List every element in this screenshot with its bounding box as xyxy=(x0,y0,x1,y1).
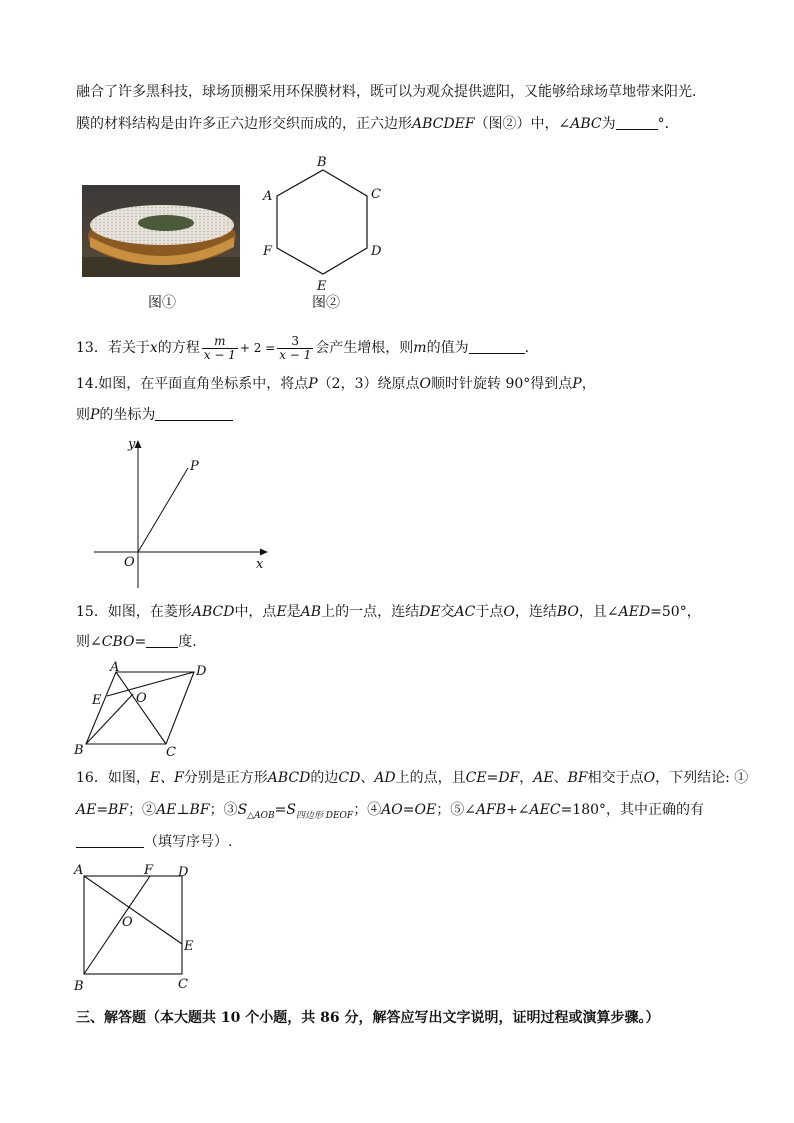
point-p-label: P xyxy=(190,459,199,474)
q16-line1 xyxy=(76,768,748,788)
rhombus-shape xyxy=(86,672,194,744)
rhombus-label-O: O xyxy=(136,691,147,706)
rhombus-figure xyxy=(70,658,220,760)
q13-fraction-2 xyxy=(277,335,313,362)
q15-text-h: ，且∠ xyxy=(578,604,619,620)
hex-label-F: F xyxy=(263,244,273,259)
y-axis-arrow xyxy=(135,440,142,448)
q15-line-bo: BO xyxy=(556,604,579,620)
q13-suffix-b: 的值为 xyxy=(426,340,469,356)
square-label-E: E xyxy=(184,939,194,954)
q15-point-o: O xyxy=(503,604,515,620)
q12-hexagon-name: ABCDEF xyxy=(412,116,475,132)
q16-comma: ， xyxy=(519,770,534,786)
stadium-photo xyxy=(82,185,240,277)
coordinate-figure xyxy=(90,434,270,592)
q15-text-a: 15．如图，在菱形 xyxy=(76,604,192,620)
q16-text-e: 相交于点 xyxy=(587,770,644,786)
hex-label-A: A xyxy=(263,189,273,204)
hex-label-D: D xyxy=(371,244,382,259)
q14-coords: （2，3） xyxy=(317,376,378,392)
segment-op xyxy=(138,468,188,552)
square-shape xyxy=(84,876,182,974)
q15-text-f: 于点 xyxy=(475,604,504,620)
q12-line2 xyxy=(76,114,679,134)
q16-sep: 、 xyxy=(360,770,375,786)
q15-point-e: E xyxy=(276,604,287,620)
q15-line-ac: AC xyxy=(454,604,476,620)
q16-line2 xyxy=(76,800,704,826)
rhombus-label-D: D xyxy=(196,664,207,679)
q14-point-p2: P xyxy=(572,376,582,392)
q16-sep-5: ；⑤∠ xyxy=(436,802,476,818)
q14-line2 xyxy=(76,405,233,425)
q16-text-b: 分别是正方形 xyxy=(183,770,268,786)
q13-plus: + 2 = xyxy=(239,341,276,355)
q16-line-ae: AE xyxy=(533,770,554,786)
q15-side-ab: AB xyxy=(300,604,322,620)
q14-point-p: P xyxy=(308,376,318,392)
q16-area-s2-sub: 四边形 DEOF xyxy=(295,810,354,821)
q16-area-s2: S xyxy=(286,802,296,818)
q16-side-cd: CD xyxy=(338,770,361,786)
q13-answer-blank[interactable] xyxy=(469,339,525,354)
square-figure xyxy=(70,858,210,998)
q15-angle-cbo: CBO xyxy=(101,634,135,650)
square-label-D: D xyxy=(178,865,189,880)
rhombus-label-B: B xyxy=(74,743,84,758)
section-3-heading-text: 三、解答题（本大题共 10 个小题，共 86 分，解答应写出文字说明，证明过程或演算步骤。） xyxy=(76,1010,660,1026)
q13-suffix-a: 会产生增根，则 xyxy=(315,340,414,356)
q12-text-a: 膜的材料结构是由许多正六边形交织而成的，正六边形 xyxy=(76,116,412,132)
q15-text-l: 度． xyxy=(178,634,207,650)
section-3-heading xyxy=(76,1008,659,1028)
hex-label-E: E xyxy=(317,279,327,292)
q13-frac1-numerator: m xyxy=(202,335,238,349)
q13-prefix: 13．若关于 xyxy=(76,340,150,356)
figure-1-caption: 图① xyxy=(148,295,176,311)
q15-line1 xyxy=(76,602,701,622)
q16-sep-4: ；④ xyxy=(353,802,382,818)
q15-text-d: 上的一点，连结 xyxy=(321,604,420,620)
hexagon-shape xyxy=(277,170,367,274)
x-axis-label: x xyxy=(256,557,264,572)
q12-line1-text: 融合了许多黑科技，球场顶棚采用环保膜材料，既可以为观众提供遮阳，又能够给球场草地带来阳光． xyxy=(76,84,706,100)
q12-text-b: （图②）中，∠ xyxy=(474,116,571,132)
segment-bf xyxy=(84,876,150,974)
q16-text-f: ，下列结论: ① xyxy=(655,770,749,786)
q14-text-f: 的坐标为 xyxy=(99,407,156,423)
q14-text-e: 则 xyxy=(76,407,90,423)
q16-answer-blank[interactable] xyxy=(76,833,144,848)
q14-text-d: ， xyxy=(581,376,596,392)
segment-ae xyxy=(84,876,182,944)
q16-sep2: 、 xyxy=(553,770,568,786)
q16-points-ef: E、F xyxy=(149,770,184,786)
q12-text-c: 为 xyxy=(601,116,616,132)
q16-conclusion-4: AO=OE xyxy=(381,802,437,818)
square-label-F: F xyxy=(144,863,154,878)
q14-answer-blank[interactable] xyxy=(155,406,233,421)
q16-point-o: O xyxy=(643,770,656,786)
q16-side-ad: AD xyxy=(374,770,396,786)
q16-line3 xyxy=(76,832,232,852)
q12-answer-blank[interactable] xyxy=(616,115,658,130)
hex-label-B: B xyxy=(317,155,327,170)
q16-angle-aec: AEC xyxy=(529,802,561,818)
q13-fraction-1 xyxy=(202,335,238,362)
q16-condition: CE=DF xyxy=(465,770,520,786)
q15-text-g: ，连结 xyxy=(514,604,557,620)
q16-text-c: 的边 xyxy=(310,770,339,786)
q12-line1 xyxy=(76,82,706,102)
q16-text-a: 16．如图， xyxy=(76,770,150,786)
y-axis-label: y xyxy=(128,437,136,452)
square-label-B: B xyxy=(74,979,84,994)
q12-angle-name: ABC xyxy=(570,116,602,132)
segment-de xyxy=(107,672,194,696)
q16-line-bf: BF xyxy=(567,770,588,786)
q16-angle-afb: AFB xyxy=(475,802,507,818)
q16-area-s1-sub: △AOB xyxy=(247,810,275,821)
origin-label: O xyxy=(124,555,135,570)
q12-text-d: °． xyxy=(657,116,679,132)
q13-frac2-denominator: x − 1 xyxy=(279,347,312,362)
hexagon-figure xyxy=(255,152,390,292)
q14-point-p-prime: P xyxy=(90,407,100,423)
q13-frac2-numerator: 3 xyxy=(277,335,313,349)
figure-2-caption: 图② xyxy=(312,295,340,311)
q16-conclusion-1: AE=BF xyxy=(76,802,129,818)
q15-text-k: = xyxy=(134,634,147,650)
q14-text-b: 绕原点 xyxy=(377,376,420,392)
q15-text-j: 则∠ xyxy=(76,634,102,650)
q13-line xyxy=(76,334,539,362)
q13-var-x: x xyxy=(149,340,158,356)
q13-frac1-denominator: x − 1 xyxy=(203,347,236,362)
q16-area-s1: S xyxy=(237,802,248,818)
diagonal-ac xyxy=(116,672,166,744)
q16-text-d: 上的点，且 xyxy=(395,770,466,786)
q15-rhombus: ABCD xyxy=(191,604,235,620)
q15-angle-aed: AED xyxy=(618,604,651,620)
square-label-C: C xyxy=(178,977,188,992)
q15-text-c: 是 xyxy=(286,604,301,620)
q15-line2 xyxy=(76,632,206,652)
q14-text-c: 顺时针旋转 90°得到点 xyxy=(431,376,573,392)
q14-line1 xyxy=(76,374,596,394)
q16-sep-2: ；② xyxy=(128,802,157,818)
q16-sep-3: ；③ xyxy=(209,802,238,818)
q13-mid: 的方程 xyxy=(157,340,200,356)
q16-area-eq: = xyxy=(274,802,287,818)
rhombus-label-A: A xyxy=(110,660,120,675)
hex-label-C: C xyxy=(371,187,381,202)
q15-text-b: 中，点 xyxy=(234,604,277,620)
rhombus-label-E: E xyxy=(92,693,102,708)
q16-plus: +∠ xyxy=(506,802,530,818)
q16-text-h: （填写序号）. xyxy=(144,834,233,850)
q14-origin: O xyxy=(419,376,431,392)
square-label-A: A xyxy=(74,863,84,878)
rhombus-label-C: C xyxy=(166,745,176,760)
q15-answer-blank[interactable] xyxy=(146,633,178,648)
q13-var-m: m xyxy=(413,340,427,356)
q15-text-i: =50°， xyxy=(650,604,701,620)
q16-square: ABCD xyxy=(267,770,311,786)
q16-text-g: =180°，其中正确的有 xyxy=(560,802,705,818)
q14-text-a: 14.如图，在平面直角坐标系中，将点 xyxy=(76,376,309,392)
q15-text-e: 交 xyxy=(440,604,455,620)
x-axis-arrow xyxy=(260,549,268,556)
stadium-field-opening xyxy=(138,215,194,231)
q15-line-de: DE xyxy=(419,604,441,620)
square-label-O: O xyxy=(122,915,133,930)
q16-conclusion-2: AE⊥BF xyxy=(156,802,210,818)
q13-end: ． xyxy=(524,340,539,356)
